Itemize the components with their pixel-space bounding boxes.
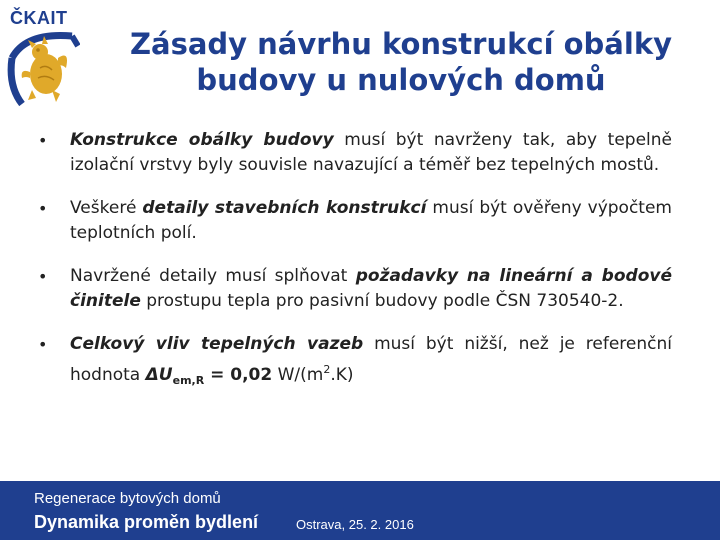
title-line-2: budovy u nulových domů [196, 63, 606, 97]
czech-lion-emblem-icon [6, 28, 80, 108]
unit-prefix: W/(m [272, 365, 324, 385]
formula-symbol: ΔU [145, 365, 173, 385]
bullet-prefix: Navržené detaily musí splňovat [70, 266, 356, 286]
formula-value: = 0,02 [204, 365, 273, 385]
bullet-list [30, 128, 672, 393]
bullet-dot-icon: • [38, 267, 48, 286]
ckait-logo [4, 4, 80, 108]
slide-title [96, 26, 706, 98]
bullet-text: musí být nižší, než je referenční hodnota [70, 334, 672, 385]
bullet-prefix: Veškeré [70, 198, 143, 218]
formula-subscript: em,R [172, 374, 205, 387]
bullet-text: musí být navrženy tak, aby tepelně izolační vrstvy byly souvisle navazující a téměř bez tepelných mostů. [70, 130, 672, 175]
bullet-text: prostupu tepla pro pasivní budovy podle ČSN 730540-2. [140, 291, 624, 311]
bullet-dot-icon: • [38, 131, 48, 150]
bullet-dot-icon: • [38, 335, 48, 354]
unit-suffix: .K) [330, 365, 354, 385]
bullet-item [30, 196, 672, 246]
bullet-emphasis: Celkový vliv tepelných vazeb [70, 334, 364, 354]
footer-line-2: Dynamika proměn bydlení [34, 512, 259, 532]
bullet-emphasis: detaily stavebních konstrukcí [142, 198, 427, 218]
footer-place-date: Ostrava, 25. 2. 2016 [296, 517, 414, 532]
bullet-emphasis: Konstrukce obálky budovy [70, 130, 334, 150]
bullet-item [30, 264, 672, 314]
bullet-item [30, 332, 672, 393]
bullet-dot-icon: • [38, 199, 48, 218]
footer-line-1: Regenerace bytových domů [34, 490, 221, 507]
bullet-emphasis: požadavky na lineární a bodové činitele [70, 266, 672, 311]
bullet-text: musí být ověřeny výpočtem teplotních polí. [70, 198, 672, 243]
logo-text: ČKAIT [10, 8, 68, 28]
bullet-item [30, 128, 672, 178]
title-line-1: Zásady návrhu konstrukcí obálky [129, 27, 673, 61]
footer-bar [0, 481, 720, 540]
unit-superscript: 2 [323, 363, 331, 376]
